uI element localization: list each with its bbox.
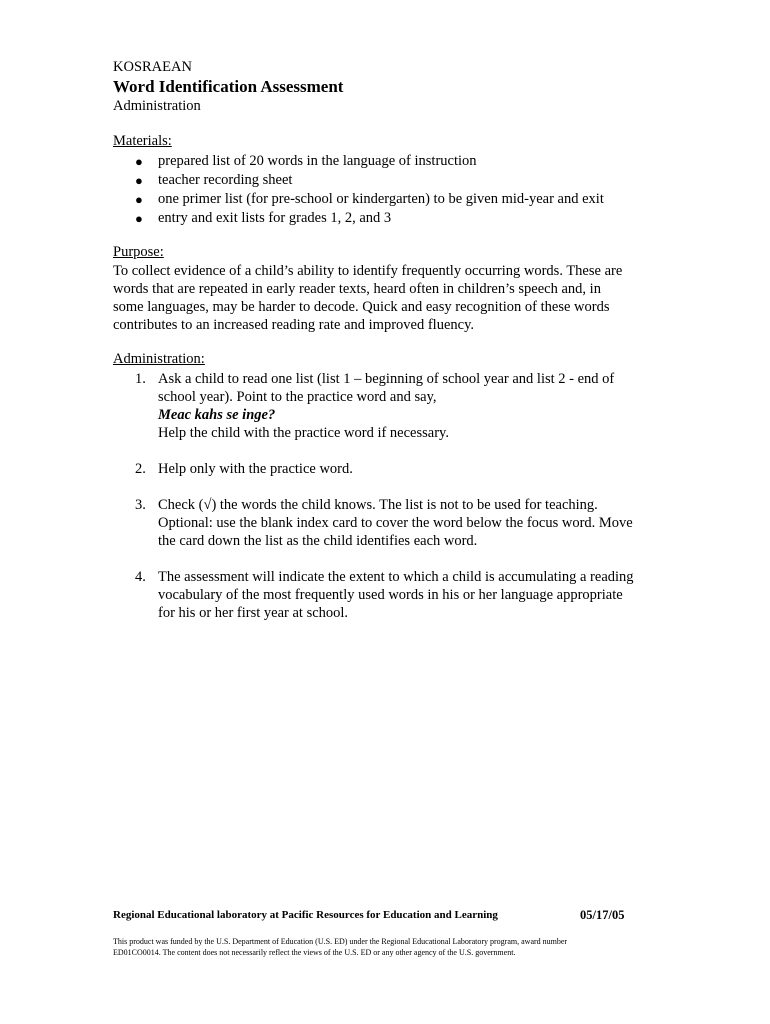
list-item (113, 152, 604, 171)
page-title: Word Identification Assessment (113, 77, 344, 96)
materials-item-text: prepared list of 20 words in the language of instruction (158, 153, 477, 169)
list-item (113, 190, 604, 209)
materials-item-text: teacher recording sheet (158, 172, 293, 188)
materials-item-text: one primer list (for pre-school or kindergarten) to be given mid-year and exit (158, 191, 604, 207)
purpose-heading: Purpose: (113, 244, 164, 260)
footer-note-line: ED01CO0014. The content does not necessarily reflect the views of the U.S. ED or any other agency of the U.S. government. (113, 948, 516, 957)
bullet-icon: ● (135, 154, 143, 169)
step-2 (113, 460, 673, 478)
step-line: Ask a child to read one list (list 1 – beginning of school year and list 2 - end of (158, 371, 615, 387)
materials-list (113, 152, 604, 228)
materials-item-text: entry and exit lists for grades 1, 2, and 3 (158, 210, 392, 226)
administration-heading: Administration: (113, 351, 205, 367)
purpose-line: words that are repeated in early reader texts, heard often in children’s speech and, in (113, 281, 601, 297)
materials-heading: Materials: (113, 133, 172, 149)
purpose-line: some languages, may be harder to decode. Quick and easy recognition of these words (113, 299, 610, 315)
purpose-paragraph (113, 262, 673, 334)
step-line: Help the child with the practice word if necessary. (158, 425, 449, 441)
footer-date: 05/17/05 (580, 908, 625, 922)
step-line: the card down the list as the child identifies each word. (158, 533, 478, 549)
purpose-line: To collect evidence of a child’s ability to identify frequently occurring words. These are (113, 263, 623, 279)
step-line: vocabulary of the most frequently used words in his or her language appropriate (158, 587, 623, 603)
language-label: KOSRAEAN (113, 59, 192, 75)
list-item (113, 209, 604, 228)
step-line: school year). Point to the practice word and say, (158, 389, 437, 405)
step-line: Help only with the practice word. (158, 461, 353, 477)
list-item (113, 171, 604, 190)
footer-disclaimer (113, 936, 673, 958)
step-number: 1. (135, 371, 146, 387)
step-line: The assessment will indicate the extent to which a child is accumulating a reading (158, 569, 634, 585)
step-number: 3. (135, 497, 146, 513)
bullet-icon: ● (135, 192, 143, 207)
practice-phrase: Meac kahs se inge? (158, 407, 276, 423)
step-3 (113, 496, 673, 550)
purpose-line: contributes to an increased reading rate and improved fluency. (113, 317, 475, 333)
step-line: for his or her first year at school. (158, 605, 349, 621)
page-subtitle: Administration (113, 98, 201, 114)
administration-steps (113, 370, 673, 640)
step-number: 2. (135, 461, 146, 477)
step-line: Check (√) the words the child knows. The list is not to be used for teaching. (158, 497, 598, 513)
step-line: Optional: use the blank index card to cover the word below the focus word. Move (158, 515, 633, 531)
step-number: 4. (135, 569, 146, 585)
step-4 (113, 568, 673, 622)
bullet-icon: ● (135, 173, 143, 188)
footer-organization: Regional Educational laboratory at Pacific Resources for Education and Learning (113, 909, 498, 921)
bullet-icon: ● (135, 211, 143, 226)
footer-note-line: This product was funded by the U.S. Department of Education (U.S. ED) under the Regional Educational Laboratory program, award number (113, 937, 568, 946)
step-1 (113, 370, 673, 442)
